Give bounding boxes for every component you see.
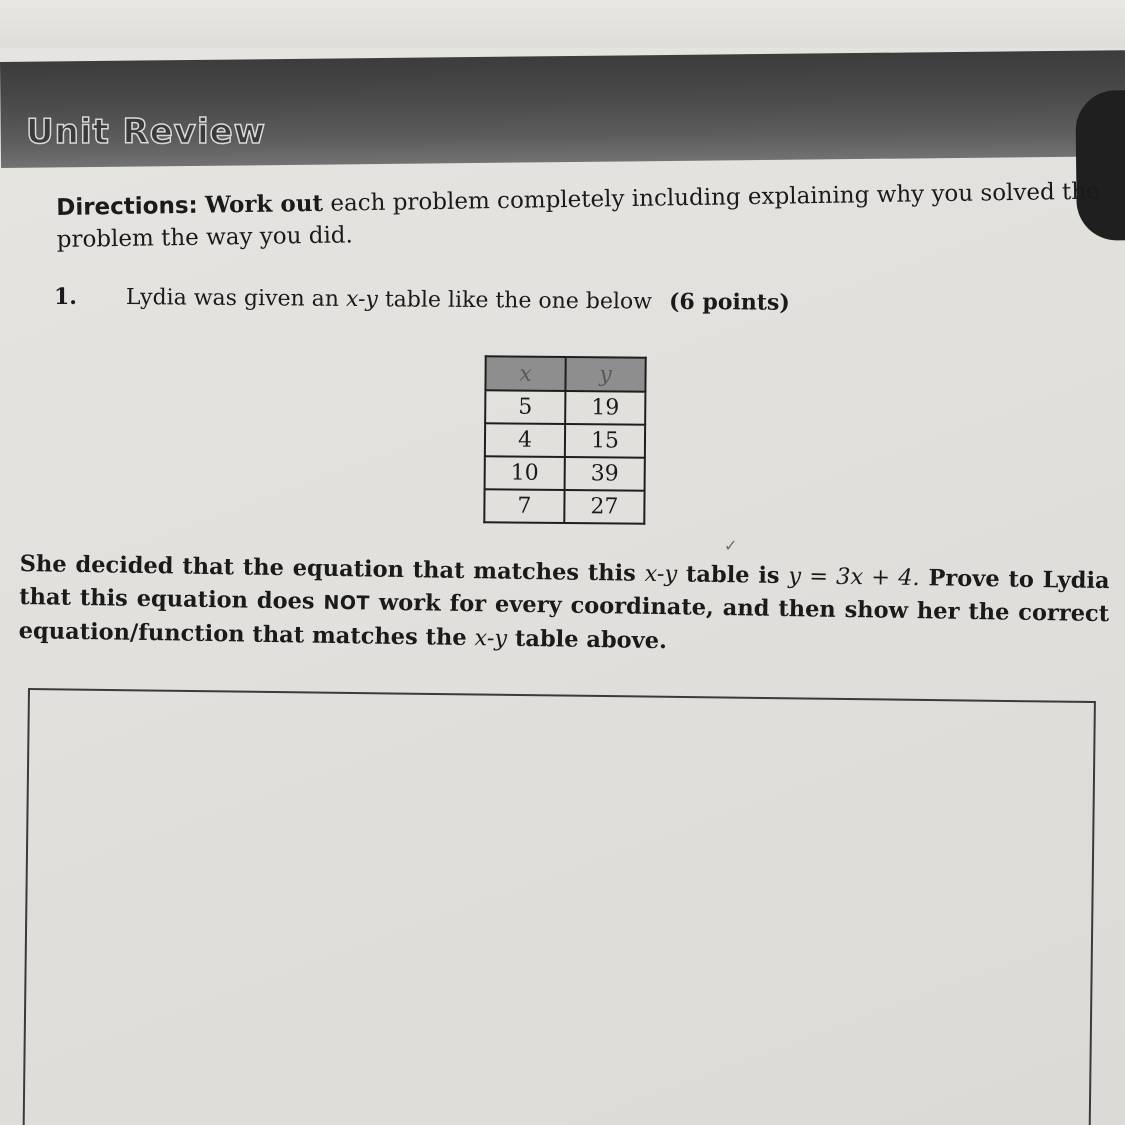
paper-top-edge	[0, 0, 1125, 48]
statement-part-4: work for every coordinate, and then show her the correct equation/function that matches the	[18, 589, 1110, 652]
table-header-y: y	[565, 357, 645, 392]
table-cell-x: 4	[485, 423, 565, 457]
table-cell-y: 15	[565, 424, 645, 458]
table-cell-y: 27	[564, 490, 644, 524]
statement-part-2: table is	[685, 561, 780, 589]
statement-not: NOT	[323, 591, 371, 615]
directions-text: each problem completely including explaining why you solved the problem the way you did.	[56, 178, 1100, 253]
table-row	[485, 390, 645, 424]
statement-variable-2: x-y	[474, 625, 508, 652]
table-row	[485, 423, 645, 457]
statement-part-5: table above.	[514, 625, 668, 655]
statement-part-1: She decided that the equation that matches this	[19, 550, 637, 587]
table-header-row	[485, 356, 645, 391]
prompt-end: table like the one below	[384, 287, 653, 315]
problem-statement	[18, 548, 1109, 665]
banner-title: Unit Review	[26, 112, 267, 152]
prompt-start: Lydia was given an	[125, 284, 340, 312]
table-row	[484, 489, 644, 523]
directions-paragraph	[56, 176, 1107, 256]
table-cell-y: 39	[565, 457, 645, 491]
table-header-x: x	[485, 356, 565, 391]
table-cell-x: 5	[485, 390, 565, 424]
pencil-check-mark: ✓	[724, 536, 738, 555]
question-number: 1.	[54, 284, 77, 310]
directions-emphasis: Work out	[204, 189, 324, 219]
xy-table	[483, 355, 646, 524]
answer-box[interactable]	[22, 688, 1096, 1125]
statement-equation: y = 3x + 4.	[788, 563, 920, 592]
table-cell-x: 10	[485, 456, 565, 490]
statement-part-3: Prove to Lydia that this equation does	[19, 565, 1110, 615]
table-cell-y: 19	[565, 391, 645, 425]
question-prompt	[126, 284, 790, 316]
question-points: (6 points)	[668, 288, 790, 316]
table-row	[485, 456, 645, 490]
statement-variable-1: x-y	[644, 560, 678, 588]
directions-label: Directions:	[56, 192, 198, 221]
table-cell-x: 7	[484, 489, 564, 523]
prompt-variable: x-y	[345, 286, 378, 313]
